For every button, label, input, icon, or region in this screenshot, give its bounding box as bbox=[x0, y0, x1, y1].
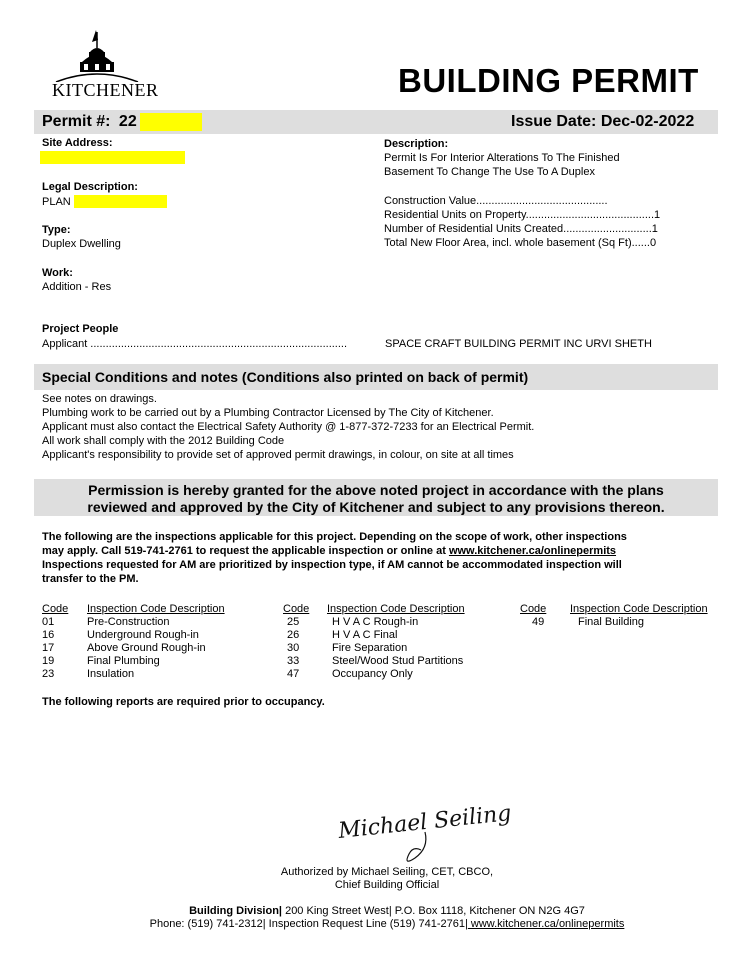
inspections-intro-2 bbox=[42, 544, 616, 558]
legal-description-label: Legal Description: bbox=[42, 181, 138, 193]
redaction-highlight bbox=[140, 113, 202, 131]
inspection-desc: H V A C Final bbox=[332, 629, 398, 641]
page-title: BUILDING PERMIT bbox=[398, 62, 699, 99]
permit-label: Permit #: bbox=[42, 113, 111, 130]
inspection-code: 26 bbox=[287, 629, 300, 641]
condition-line: Plumbing work to be carried out by a Plumbing Contractor Licensed by The City of Kitchener. bbox=[42, 407, 494, 419]
description-header: Inspection Code Description bbox=[570, 603, 708, 615]
inspection-code: 47 bbox=[287, 668, 300, 680]
construction-value: Construction Value........................................... bbox=[384, 195, 608, 207]
legal-redacted bbox=[74, 195, 167, 208]
applicant-value: SPACE CRAFT BUILDING PERMIT INC URVI SHETH bbox=[385, 338, 652, 350]
site-address-redacted bbox=[40, 151, 185, 164]
city-hall-icon bbox=[46, 26, 156, 82]
permission-line-2: reviewed and approved by the City of Kitchener and subject to any provisions thereon. bbox=[87, 499, 665, 515]
conditions-heading: Special Conditions and notes (Conditions also printed on back of permit) bbox=[42, 369, 529, 385]
footer-address bbox=[0, 904, 750, 918]
inspection-code: 23 bbox=[42, 668, 55, 680]
inspections-intro-3: Inspections requested for AM are prioritized by inspection type, if AM cannot be accommodated inspection will bbox=[42, 559, 622, 571]
inspection-desc: Pre-Construction bbox=[87, 616, 170, 628]
footer-division: Building Division| bbox=[189, 905, 283, 917]
footer-phone bbox=[0, 917, 750, 931]
inspection-desc: Above Ground Rough-in bbox=[87, 642, 206, 654]
signature-flourish bbox=[395, 830, 435, 870]
issue-date: Issue Date: Dec-02-2022 bbox=[511, 113, 695, 130]
type-label: Type: bbox=[42, 224, 71, 236]
footer-link[interactable]: www.kitchener.ca/onlinepermits bbox=[467, 918, 625, 930]
residential-units: Residential Units on Property..........................................1 bbox=[384, 209, 661, 221]
inspection-code: 33 bbox=[287, 655, 300, 667]
footer-phone-text: Phone: (519) 741-2312| Inspection Request Line (519) 741-2761| bbox=[149, 918, 468, 930]
permit-number: 22 bbox=[118, 113, 137, 130]
condition-line: All work shall comply with the 2012 Building Code bbox=[42, 435, 285, 447]
description-line-1: Permit Is For Interior Alterations To The Finished bbox=[384, 152, 620, 164]
permit-number-label bbox=[42, 113, 202, 131]
authorized-line-2: Chief Building Official bbox=[334, 879, 440, 891]
site-address-label: Site Address: bbox=[42, 137, 113, 149]
legal-plan-text: PLAN bbox=[42, 196, 71, 208]
project-people-heading: Project People bbox=[42, 323, 119, 335]
reports-note: The following reports are required prior to occupancy. bbox=[42, 696, 325, 708]
inspection-code: 30 bbox=[287, 642, 300, 654]
inspection-desc: Insulation bbox=[87, 668, 135, 680]
permission-line-1: Permission is hereby granted for the above noted project in accordance with the plans bbox=[88, 482, 664, 498]
authorized-line-1: Authorized by Michael Seiling, CET, CBCO, bbox=[280, 866, 494, 878]
inspection-code: 01 bbox=[42, 616, 55, 628]
description-line-2: Basement To Change The Use To A Duplex bbox=[384, 166, 595, 178]
inspection-code: 49 bbox=[532, 616, 545, 628]
inspections-intro-2-text: may apply. Call 519-741-2761 to request the applicable inspection or online at bbox=[42, 545, 449, 557]
inspection-desc: Final Plumbing bbox=[87, 655, 160, 667]
description-header: Inspection Code Description bbox=[87, 603, 225, 615]
inspection-desc: Final Building bbox=[578, 616, 645, 628]
description-label: Description: bbox=[384, 138, 449, 150]
inspection-code: 17 bbox=[42, 642, 55, 654]
code-header: Code bbox=[520, 603, 547, 615]
footer-address-text: 200 King Street West| P.O. Box 1118, Kitchener ON N2G 4G7 bbox=[282, 905, 585, 917]
work-label: Work: bbox=[42, 267, 73, 279]
inspection-code: 16 bbox=[42, 629, 55, 641]
signature-script: Michael Seiling bbox=[337, 800, 513, 845]
floor-area: Total New Floor Area, incl. whole basement (Sq Ft)......0 bbox=[384, 237, 657, 249]
inspections-intro-1: The following are the inspections applicable for this project. Depending on the scope of work, other inspections bbox=[42, 531, 627, 543]
inspection-code: 19 bbox=[42, 655, 55, 667]
description-header: Inspection Code Description bbox=[327, 603, 465, 615]
city-logo bbox=[46, 26, 159, 100]
code-header: Code bbox=[283, 603, 310, 615]
inspection-desc: Occupancy Only bbox=[332, 668, 413, 680]
inspection-desc: Steel/Wood Stud Partitions bbox=[332, 655, 464, 667]
inspection-desc: Underground Rough-in bbox=[87, 629, 199, 641]
logo-wordmark: KITCHENER bbox=[52, 80, 159, 100]
inspection-code: 25 bbox=[287, 616, 300, 628]
condition-line: Applicant's responsibility to provide set of approved permit drawings, in colour, on site at all times bbox=[42, 449, 514, 461]
condition-line: Applicant must also contact the Electrical Safety Authority @ 1-877-372-7233 for an Electrical Permit. bbox=[42, 421, 535, 433]
legal-description-value bbox=[42, 195, 167, 209]
work-value: Addition - Res bbox=[42, 281, 112, 293]
code-header: Code bbox=[42, 603, 69, 615]
residential-units-created: Number of Residential Units Created.............................1 bbox=[384, 223, 658, 235]
online-permits-link[interactable]: www.kitchener.ca/onlinepermits bbox=[448, 545, 617, 557]
inspection-desc: Fire Separation bbox=[332, 642, 408, 654]
type-value: Duplex Dwelling bbox=[42, 238, 121, 250]
applicant-label: Applicant .................................................................................... bbox=[42, 338, 348, 350]
inspections-intro-4: transfer to the PM. bbox=[42, 573, 139, 585]
condition-line: See notes on drawings. bbox=[42, 393, 157, 405]
inspection-desc: H V A C Rough-in bbox=[332, 616, 419, 628]
